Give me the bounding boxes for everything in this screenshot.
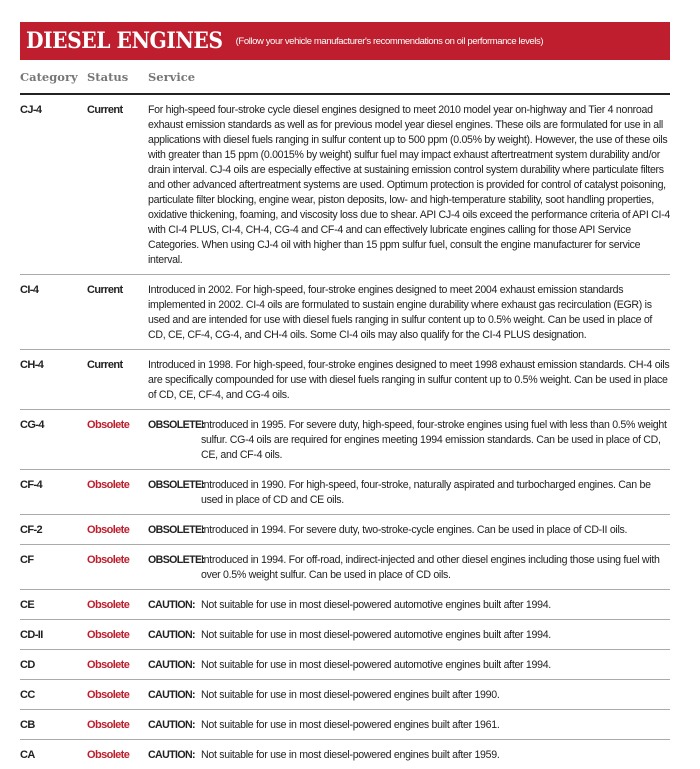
category-cell: CA [20,749,35,761]
service-label: CAUTION: [148,629,195,641]
status-cell: Obsolete [87,554,130,566]
service-text: Introduced in 1990. For high-speed, four-stroke, naturally aspirated and turbocharged engines. Can be used in place of CD and CE oils. [201,479,651,506]
service-label: OBSOLETE: [148,554,205,566]
header-status: Status [87,69,129,84]
page-subtitle: (Follow your vehicle manufacturer's recommendations on oil performance levels) [235,35,544,47]
service-cell [148,748,670,763]
table-row [20,650,670,680]
service-label: CAUTION: [148,689,195,701]
service-cell [148,658,670,673]
table-row [20,545,670,590]
category-cell: CE [20,599,35,611]
page-title: DIESEL ENGINES [26,28,223,54]
table-row [20,95,670,275]
service-cell [148,478,670,508]
table-row [20,590,670,620]
table-row [20,710,670,740]
service-cell [148,553,670,583]
service-text: Introduced in 1995. For severe duty, high-speed, four-stroke engines using fuel with less than 0.5% weight sulfur. CG-4 oils are required for engines meeting 1994 emission standards. Can be used in place of CD, CE, and CF-4 oils. [201,419,667,461]
status-cell: Obsolete [87,599,130,611]
category-cell: CD-II [20,629,43,641]
service-cell [148,418,670,463]
table-row [20,620,670,650]
category-cell: CB [20,719,35,731]
service-text: Introduced in 1994. For severe duty, two-stroke-cycle engines. Can be used in place of CD-II oils. [201,524,628,536]
table-row [20,740,670,769]
service-cell [148,523,670,538]
table-row [20,350,670,410]
service-label: OBSOLETE: [148,479,205,491]
category-cell: CD [20,659,35,671]
status-cell: Obsolete [87,629,130,641]
service-label: CAUTION: [148,719,195,731]
category-cell: CJ-4 [20,104,42,116]
service-cell [148,283,670,343]
category-cell: CI-4 [20,284,39,296]
service-cell [148,358,670,403]
service-label: CAUTION: [148,749,195,761]
status-cell: Obsolete [87,689,130,701]
status-cell: Obsolete [87,749,130,761]
service-text: Not suitable for use in most diesel-powered engines built after 1961. [201,719,500,731]
service-text: Introduced in 1994. For off-road, indirect-injected and other diesel engines including those using fuel with over 0.5% weight sulfur. Can be used in place of CD oils. [201,554,660,581]
status-cell: Obsolete [87,524,130,536]
table-row [20,680,670,710]
service-cell [148,103,670,268]
table-body [20,95,670,769]
status-cell: Current [87,359,123,371]
header-service: Service [148,69,196,84]
category-cell: CF-4 [20,479,43,491]
table-row [20,515,670,545]
service-text: Introduced in 2002. For high-speed, four-stroke engines designed to meet 2004 exhaust emission standards implemented in 2002. CI-4 oils are formulated to sustain engine durability where exhaust gas recirculation (EGR) is used and are intended for use with diesel fuels ranging in sulfur content up to 0.5% weight. Can be used in place of CD, CE, CF-4, CG-4, and CH-4 oils. Some CI-4 oils may also qualify for the CI-4 PLUS designation. [148,284,653,341]
category-cell: CF-2 [20,524,43,536]
status-cell: Obsolete [87,419,130,431]
header-category: Category [20,69,78,84]
service-label: OBSOLETE: [148,524,205,536]
table-row [20,275,670,350]
status-cell: Current [87,104,123,116]
service-text: Not suitable for use in most diesel-powered automotive engines built after 1994. [201,659,551,671]
service-cell [148,688,670,703]
service-label: OBSOLETE: [148,419,205,431]
table-row [20,410,670,470]
service-text: Not suitable for use in most diesel-powered engines built after 1990. [201,689,500,701]
service-text: Not suitable for use in most diesel-powered engines built after 1959. [201,749,500,761]
category-cell: CH-4 [20,359,44,371]
service-text: For high-speed four-stroke cycle diesel engines designed to meet 2010 model year on-highway and Tier 4 nonroad exhaust emission standards as well as for previous model year diesel engines. These oils are formulated for use in all applications with diesel fuels ranging in sulfur content up to 500 ppm (0.05% by weight). However, the use of these oils with greater than 15 ppm (0.0015% by weight) sulfur fuel may impact exhaust aftertreatment system durability and/or drain interval. CJ-4 oils are especially effective at sustaining emission control system durability where particulate filters and other advanced aftertreatment systems are used. Optimum protection is provided for control of catalyst poisoning, particulate filter blocking, engine wear, piston deposits, low- and high-temperature stability, soot handling properties, oxidative thickening, foaming, and viscosity loss due to shear. API CJ-4 oils exceed the performance criteria of API CI-4 with CI-4 PLUS, CI-4, CH-4, CG-4 and CF-4 and can effectively lubricate engines calling for those API Service Categories. When using CJ-4 oil with higher than 15 ppm sulfur fuel, consult the engine manufacturer for service interval. [148,104,670,266]
category-cell: CF [20,554,34,566]
status-cell: Current [87,284,123,296]
table-header [20,60,670,95]
service-text: Not suitable for use in most diesel-powered automotive engines built after 1994. [201,629,551,641]
status-cell: Obsolete [87,479,130,491]
status-cell: Obsolete [87,659,130,671]
service-text: Not suitable for use in most diesel-powered automotive engines built after 1994. [201,599,551,611]
diesel-engines-table [20,22,670,769]
service-cell [148,628,670,643]
table-row [20,470,670,515]
service-label: CAUTION: [148,659,195,671]
service-label: CAUTION: [148,599,195,611]
status-cell: Obsolete [87,719,130,731]
title-banner [20,22,670,60]
service-text: Introduced in 1998. For high-speed, four-stroke engines designed to meet 1998 exhaust emission standards. CH-4 oils are specifically compounded for use with diesel fuels ranging in sulfur content up to 0.5% weight. Can be used in place of CD, CE, CF-4, and CG-4 oils. [148,359,670,401]
service-cell [148,718,670,733]
category-cell: CC [20,689,35,701]
service-cell [148,598,670,613]
category-cell: CG-4 [20,419,44,431]
